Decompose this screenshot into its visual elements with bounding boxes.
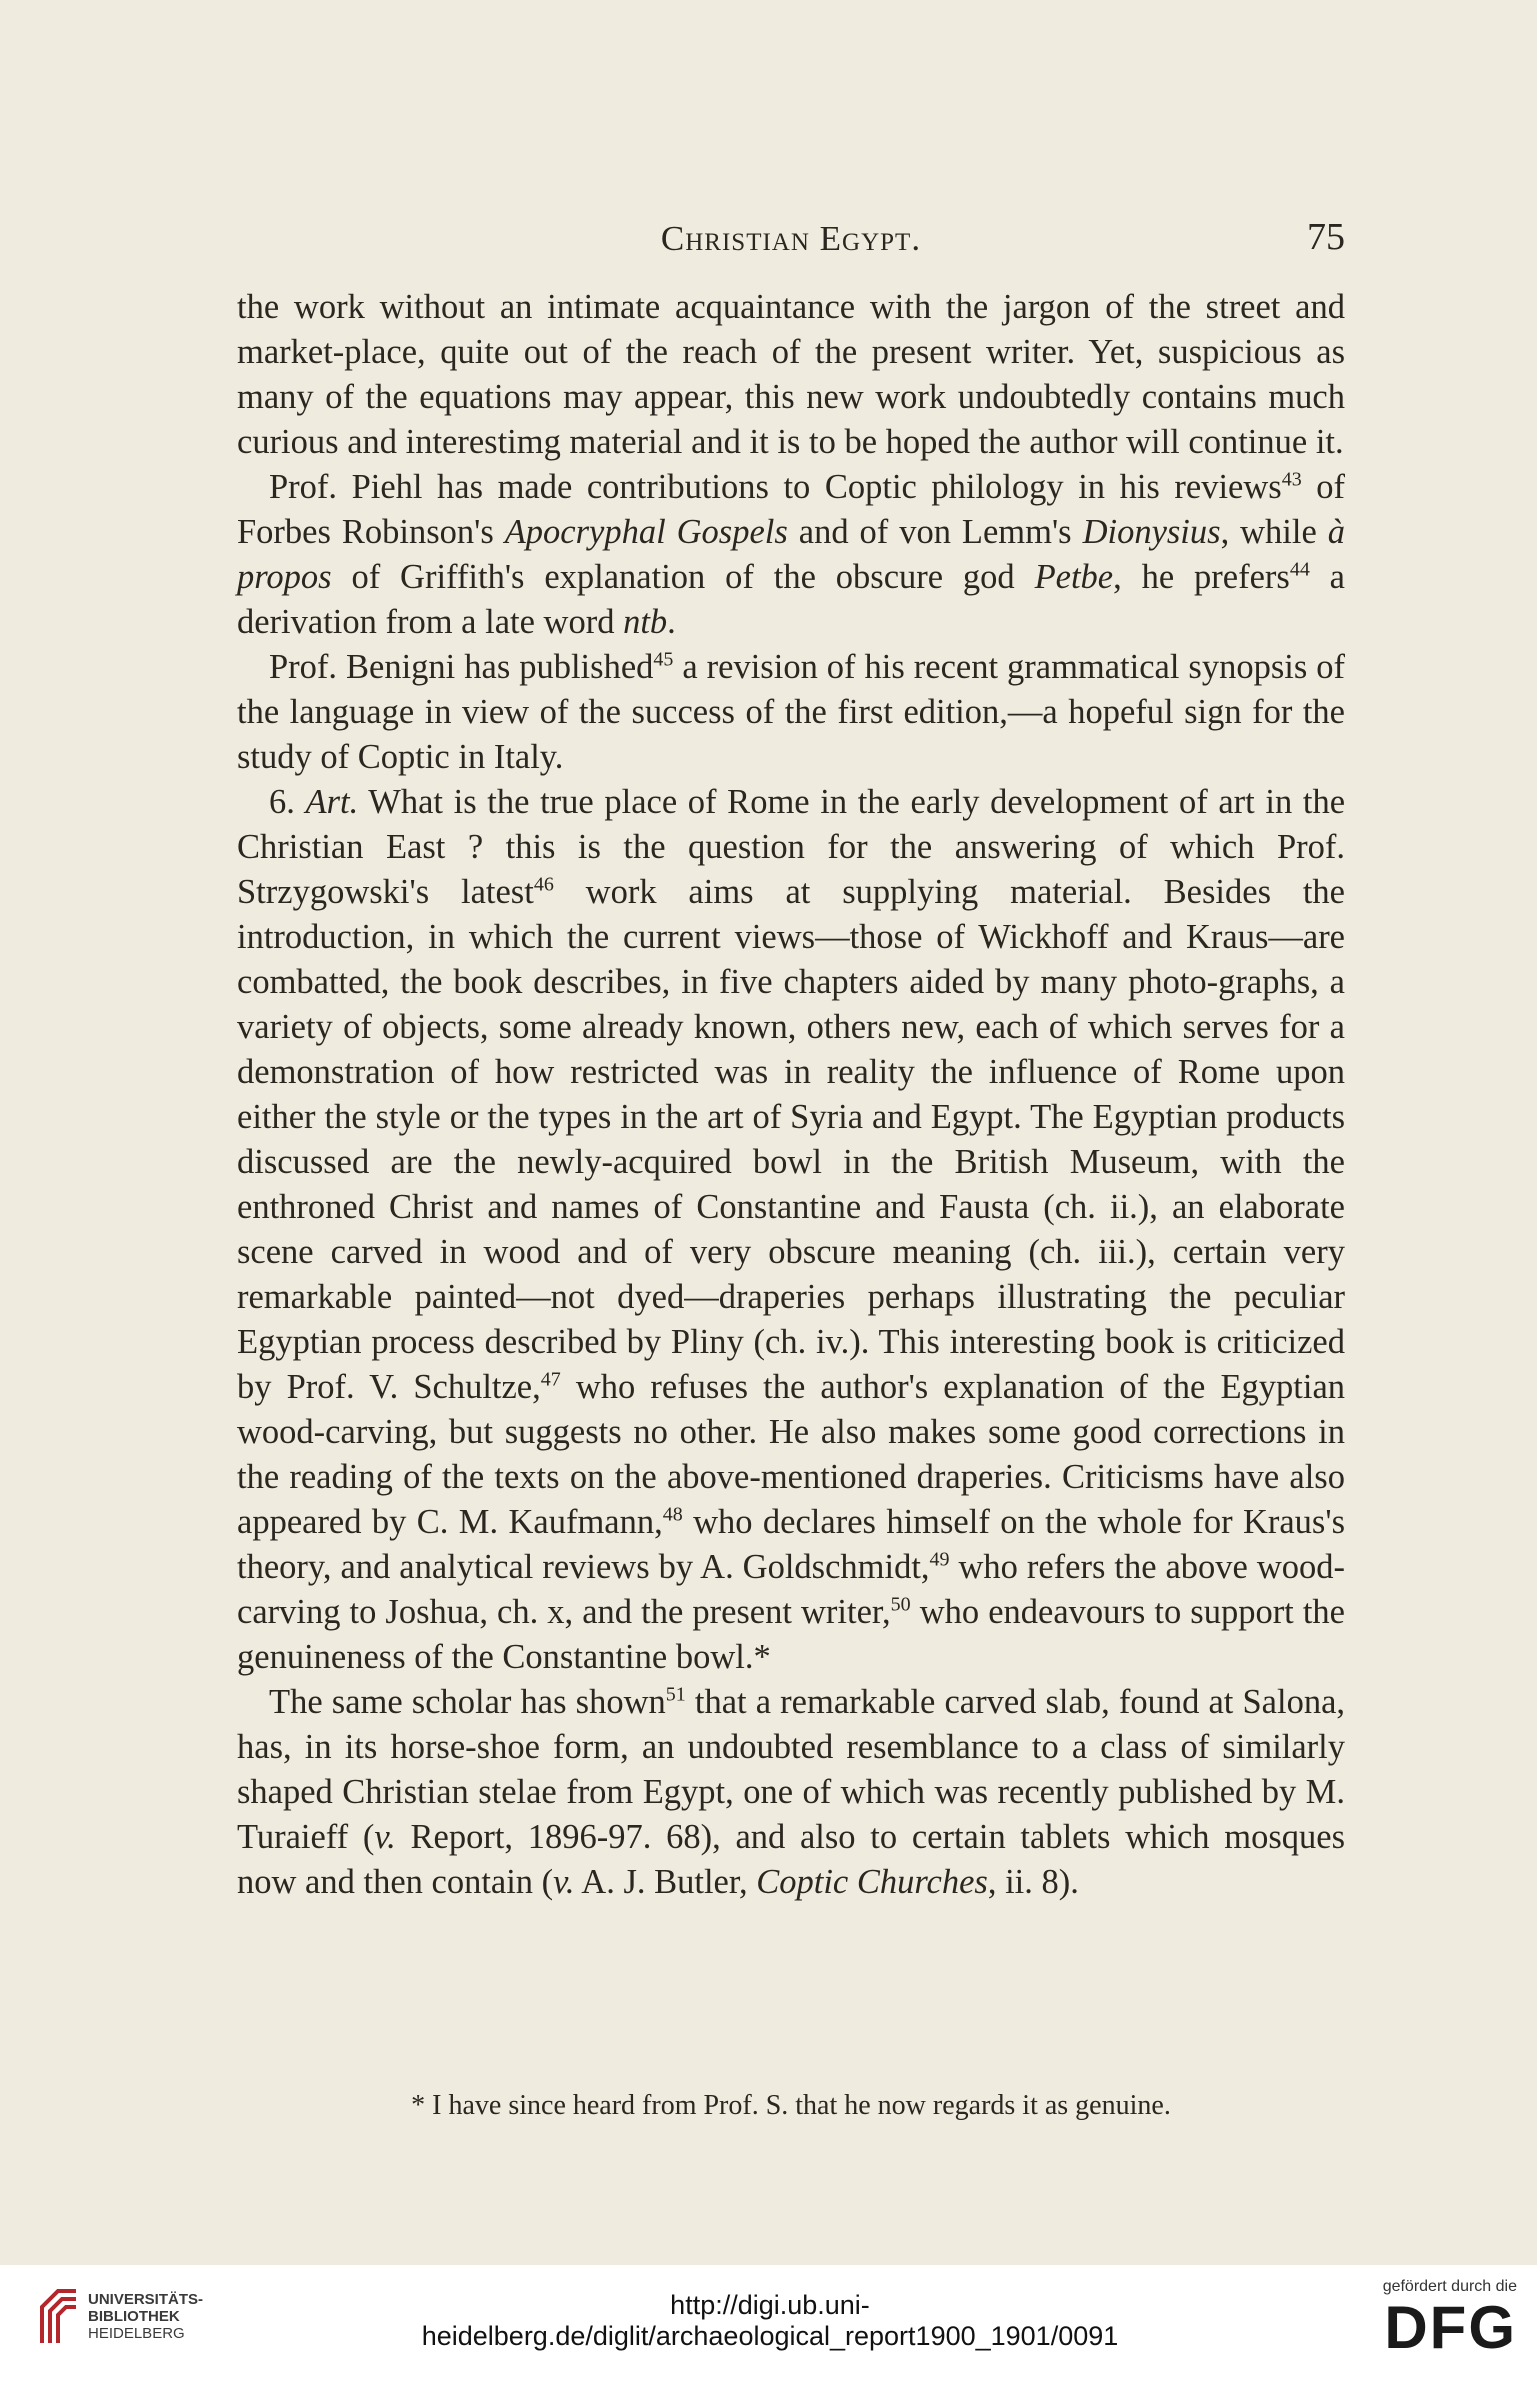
footnote: * I have since heard from Prof. S. that he now regards it as genuine.	[411, 2090, 1171, 2121]
text-run: a revision of his recent grammatical synopsis of the language in view of the success of the first edition,—a hopeful sign for the study of Coptic in Italy.	[237, 648, 1345, 776]
dfg-logo-text: DFG	[1384, 2294, 1517, 2361]
text-run: , he prefers	[1113, 558, 1290, 596]
text-run: Prof. Benigni has published	[269, 648, 654, 686]
library-logo-icon	[38, 2285, 80, 2347]
text-run: a derivation from a late word	[237, 558, 1345, 641]
italic-run: Petbe	[1034, 558, 1114, 596]
library-line-2: BIBLIOTHEK	[88, 2308, 180, 2325]
text-run: Prof. Piehl has made contributions to Coptic philology in his reviews	[269, 468, 1282, 506]
text-run: and of von Lemm's	[787, 513, 1083, 551]
text-run: Report, 1896-97. 68), and also to certain tablets which mosques now and then contain (	[237, 1818, 1345, 1901]
footnote-ref: 48	[662, 1503, 683, 1526]
italic-run: Art.	[305, 783, 359, 821]
library-line-1: UNIVERSITÄTS-	[88, 2291, 204, 2308]
text-run: that a remarkable carved slab, found at Salona, has, in its horse-shoe form, an undoubted resemblance to a class of similarly shaped Christian stelae from Egypt, one of which was recently published by M. Turaieff (	[237, 1683, 1346, 1856]
text-run: 6.	[269, 783, 306, 821]
text-run: The same scholar has shown	[269, 1683, 666, 1721]
text-run: who endeavours to support the genuineness of the Constantine bowl.*	[237, 1593, 1345, 1676]
text-run: .	[667, 603, 676, 641]
paragraph	[237, 465, 1345, 645]
library-name	[88, 2291, 203, 2342]
text-run: , while	[1220, 513, 1328, 551]
italic-run: Coptic Churches	[756, 1863, 988, 1901]
paragraph	[237, 645, 1345, 780]
text-run: who refuses the author's explanation of the Egyptian wood-carving, but suggests no other. He also makes some good corrections in the reading of the texts on the above-mentioned draperies. Criticisms have also appeared by C. M. Kaufmann,	[237, 1368, 1346, 1541]
italic-run: v.	[553, 1863, 575, 1901]
italic-run: Dionysius	[1082, 513, 1221, 551]
footnote-ref: 50	[890, 1593, 911, 1616]
footnote-ref: 43	[1281, 468, 1302, 491]
body-text	[237, 285, 1345, 1905]
text-run: who declares himself on the whole for Kraus's theory, and analytical reviews by A. Goldschmidt,	[237, 1503, 1345, 1586]
page-number: 75	[1307, 216, 1345, 258]
permalink-url[interactable]: http://digi.ub.uni-heidelberg.de/diglit/archaeological_report1900_1901/0091	[421, 2290, 1119, 2351]
italic-run: Apocryphal Gospels	[504, 513, 788, 551]
text-run: A. J. Butler,	[574, 1863, 757, 1901]
text-run: What is the true place of Rome in the early development of art in the Christian East ? this is the question for the answering of which Prof. Strzygowski's latest	[237, 783, 1346, 911]
text-run: , ii. 8).	[987, 1863, 1079, 1901]
text-run: work aims at supplying material. Besides the introduction, in which the current views—those of Wickhoff and Kraus—are combatted, the book describes, in five chapters aided by many photo-graphs, a variety of objects, some already known, others new, each of which serves for a demonstration of how restricted was in reality the influence of Rome upon either the style or the types in the art of Syria and Egypt. The Egyptian products discussed are the newly-acquired bowl in the British Museum, with the enthroned Christ and names of Constantine and Fausta (ch. ii.), an elaborate scene carved in wood and of very obscure meaning (ch. iii.), certain very remarkable painted—not dyed—draperies perhaps illustrating the peculiar Egyptian process described by Pliny (ch. iv.). This interesting book is criticized by Prof. V. Schultze,	[237, 873, 1345, 1406]
footnote-ref: 45	[653, 648, 674, 671]
text-run: who refers the above wood-carving to Joshua, ch. x, and the present writer,	[237, 1548, 1345, 1631]
italic-run: à propos	[237, 513, 1345, 596]
text-run: of Forbes Robinson's	[237, 468, 1345, 551]
footnote-ref: 47	[540, 1368, 561, 1391]
text-run: the work without an intimate acquaintance with the jargon of the street and market-place, quite out of the reach of the present writer. Yet, suspicious as many of the equations may appear, this new work undoubtedly contains much curious and interestimg material and it is to be hoped the author will continue it.	[237, 288, 1345, 461]
dfg-logo[interactable]	[1357, 2278, 1517, 2373]
footnote-ref: 44	[1289, 558, 1310, 581]
italic-run: ntb	[623, 603, 668, 641]
library-logo[interactable]	[38, 2285, 213, 2365]
funding-caption: gefördert durch die	[1382, 2278, 1517, 2295]
running-head: Christian Egypt.	[660, 219, 922, 258]
footnote-ref: 46	[533, 873, 554, 896]
page-header	[237, 216, 1345, 269]
paragraph	[237, 285, 1345, 465]
text-run: of Griffith's explanation of the obscure god	[331, 558, 1035, 596]
library-line-3: HEIDELBERG	[88, 2325, 185, 2342]
paragraph	[237, 1680, 1345, 1905]
italic-run: v.	[374, 1818, 396, 1856]
footnote-ref: 49	[929, 1548, 950, 1571]
paragraph	[237, 780, 1345, 1680]
footnote-ref: 51	[665, 1683, 686, 1706]
